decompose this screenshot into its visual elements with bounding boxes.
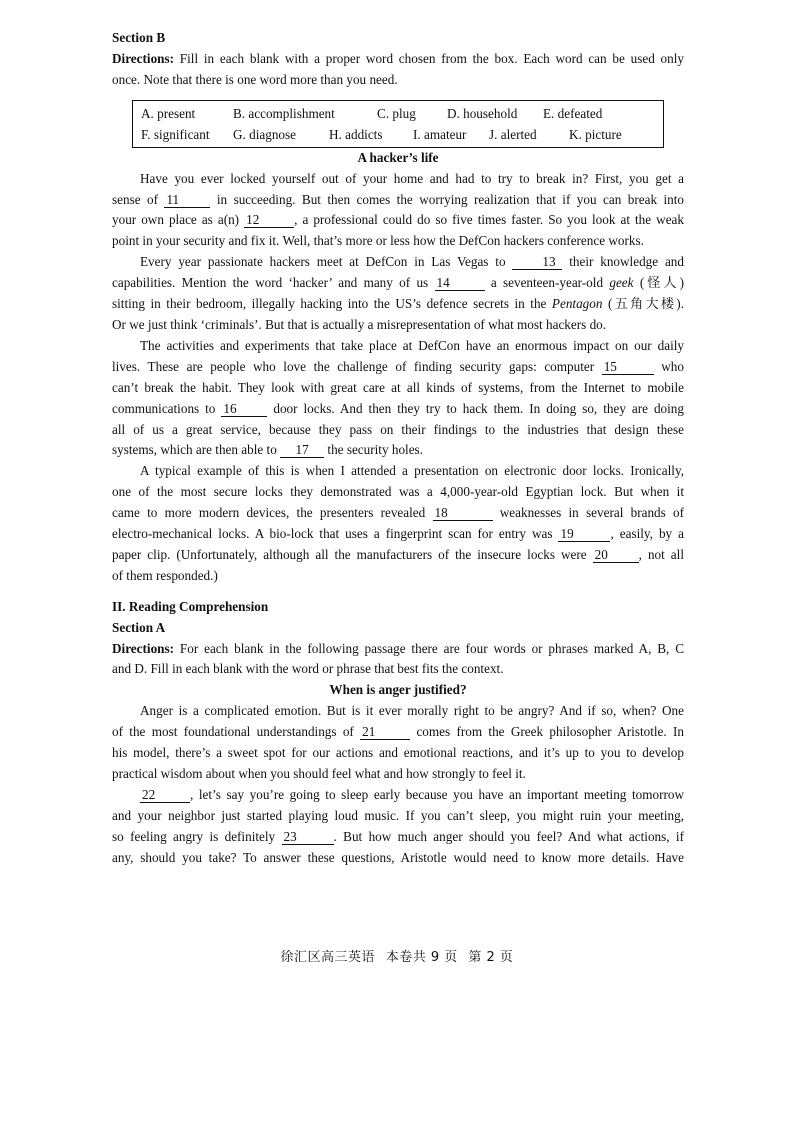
blank-18[interactable]: 18 bbox=[433, 505, 493, 521]
page-footer bbox=[0, 946, 794, 965]
word-option: H. addicts bbox=[329, 126, 383, 142]
word-option: J. alerted bbox=[489, 126, 537, 142]
blank-17[interactable]: 17 bbox=[280, 442, 324, 458]
anger-p2-line-2: and your neighbor just started playing loud music. If you can’t sleep, you might ruin your meeting, bbox=[112, 807, 684, 823]
blank-11[interactable]: 11 bbox=[164, 192, 210, 208]
word-option: G. diagnose bbox=[233, 126, 296, 142]
blank-20[interactable]: 20 bbox=[593, 547, 639, 563]
word-option: D. household bbox=[447, 105, 518, 121]
word-option: I. amateur bbox=[413, 126, 467, 142]
section-a-heading: Section A bbox=[112, 619, 166, 635]
directions-label: Directions: bbox=[112, 640, 175, 656]
hacker-p3-line-6: systems, which are then able to 17 the security holes. bbox=[112, 442, 423, 458]
section-b-heading: Section B bbox=[112, 30, 166, 45]
footer-page-number: 第 2 页 bbox=[468, 950, 514, 965]
passage-title-anger: When is anger justified? bbox=[329, 682, 467, 698]
passage-title-hacker: A hacker’s life bbox=[357, 149, 439, 165]
word-option: B. accomplishment bbox=[233, 105, 335, 121]
word-box-row-1 bbox=[141, 103, 655, 124]
footer-total-pages: 本卷共 9 页 bbox=[385, 950, 458, 965]
hacker-p1-line-1: Have you ever locked yourself out of your home and had to try to break in? First, you get a bbox=[140, 170, 684, 186]
hacker-p1-line-4: point in your security and fix it. Well, that’s more or less how the DefCon hackers conference works. bbox=[112, 233, 644, 249]
hacker-p4-line-4: electro-mechanical locks. A bio-lock that uses a fingerprint scan for entry was 19 , easily, by a bbox=[112, 526, 684, 542]
blank-12[interactable]: 12 bbox=[244, 212, 294, 228]
word-option: K. picture bbox=[569, 126, 622, 142]
hacker-p4-line-5: paper clip. (Unfortunately, although all the manufacturers of the insecure locks were 20 , not all bbox=[112, 546, 684, 562]
anger-p1-line-4: practical wisdom about when you should feel what and how strongly to feel it. bbox=[112, 766, 526, 781]
hacker-p3-line-4: communications to 16 door locks. And then they try to hack them. In doing so, they are doing bbox=[112, 400, 684, 416]
anger-p2-line-1: 22 , let’s say you’re going to sleep early because you have an important meeting tomorrow bbox=[142, 786, 684, 802]
blank-22[interactable]: 22 bbox=[140, 787, 190, 803]
anger-p1-line-3: his model, there’s a sweet spot for our actions and emotional reactions, and it’s up to you to develop bbox=[112, 745, 684, 761]
word-option: E. defeated bbox=[543, 105, 603, 121]
anger-p2-line-4: any, should you take? To answer these questions, Aristotle would need to know more details. Have bbox=[112, 849, 684, 865]
part-ii-heading: II. Reading Comprehension bbox=[112, 598, 269, 614]
anger-p1-line-2: of the most foundational understandings of 21 comes from the Greek philosopher Aristotle. In bbox=[112, 724, 684, 740]
blank-16[interactable]: 16 bbox=[221, 401, 267, 417]
hacker-p2-line-1: Every year passionate hackers meet at DefCon in Las Vegas to 13 their knowledge and bbox=[140, 254, 684, 270]
section-a-directions-line-2: and D. Fill in each blank with the word or phrase that best fits the context. bbox=[112, 661, 504, 677]
blank-14[interactable]: 14 bbox=[435, 275, 485, 291]
hacker-p4-line-1: A typical example of this is when I attended a presentation on electronic door locks. Ironically, bbox=[140, 463, 684, 479]
exam-page bbox=[112, 28, 684, 869]
section-b-directions-line-2: once. Note that there is one word more than you need. bbox=[112, 71, 398, 87]
blank-21[interactable]: 21 bbox=[360, 724, 410, 740]
word-option: C. plug bbox=[377, 105, 416, 121]
hacker-p4-line-2: one of the most secure locks they demonstrated was a 4,000-year-old Egyptian lock. But when it bbox=[112, 484, 684, 500]
anger-p2-line-3: so feeling angry is definitely 23 . But how much anger should you feel? And what actions, if bbox=[112, 828, 684, 844]
hacker-p3-line-5: all of us a great service, because they pass on their findings to the industries that design these bbox=[112, 421, 684, 437]
blank-23[interactable]: 23 bbox=[282, 829, 334, 845]
blank-15[interactable]: 15 bbox=[602, 359, 654, 375]
hacker-p4-line-6: of them responded.) bbox=[112, 567, 218, 583]
word-option: F. significant bbox=[141, 126, 210, 142]
hacker-p3-line-3: can’t break the habit. They look with great care at all kinds of systems, from the Internet to mobile bbox=[112, 379, 684, 395]
section-a-directions-line-1: Directions: For each blank in the following passage there are four words or phrases marked A, B, C bbox=[112, 640, 684, 656]
word-box-row-2 bbox=[141, 124, 655, 145]
word-box bbox=[132, 100, 664, 148]
word-option: A. present bbox=[141, 105, 196, 121]
section-b-directions-line-1: Directions: Fill in each blank with a proper word chosen from the box. Each word can be used only bbox=[112, 50, 684, 66]
hacker-p2-line-2: capabilities. Mention the word ‘hacker’ and many of us 14 a seventeen-year-old geek (怪人) bbox=[112, 275, 685, 291]
hacker-p2-line-3: sitting in their bedroom, illegally hacking into the US’s defence secrets in the Pentagon (五角大楼). bbox=[112, 296, 684, 312]
hacker-p2-line-4: Or we just think ‘criminals’. But that is actually a misrepresentation of what most hackers do. bbox=[112, 316, 607, 332]
hacker-p4-line-3: came to more modern devices, the presenters revealed 18 weaknesses in several brands of bbox=[112, 505, 684, 521]
hacker-p1-line-3: your own place as a(n) 12 , a professional could do so five times faster. So you look at the weak bbox=[112, 212, 684, 228]
hacker-p1-line-2: sense of 11 in succeeding. But then comes the worrying realization that if you can break into bbox=[112, 191, 684, 207]
hacker-p3-line-2: lives. These are people who love the challenge of finding security gaps: computer 15 who bbox=[112, 358, 684, 374]
blank-19[interactable]: 19 bbox=[558, 526, 610, 542]
hacker-p3-line-1: The activities and experiments that take place at DefCon have an enormous impact on our daily bbox=[140, 337, 684, 353]
footer-district: 徐汇区高三英语 bbox=[280, 950, 376, 965]
blank-13[interactable]: 13 bbox=[512, 254, 562, 270]
anger-p1-line-1: Anger is a complicated emotion. But is it ever morally right to be angry? And if so, when? One bbox=[140, 703, 684, 719]
directions-label: Directions: bbox=[112, 50, 175, 66]
